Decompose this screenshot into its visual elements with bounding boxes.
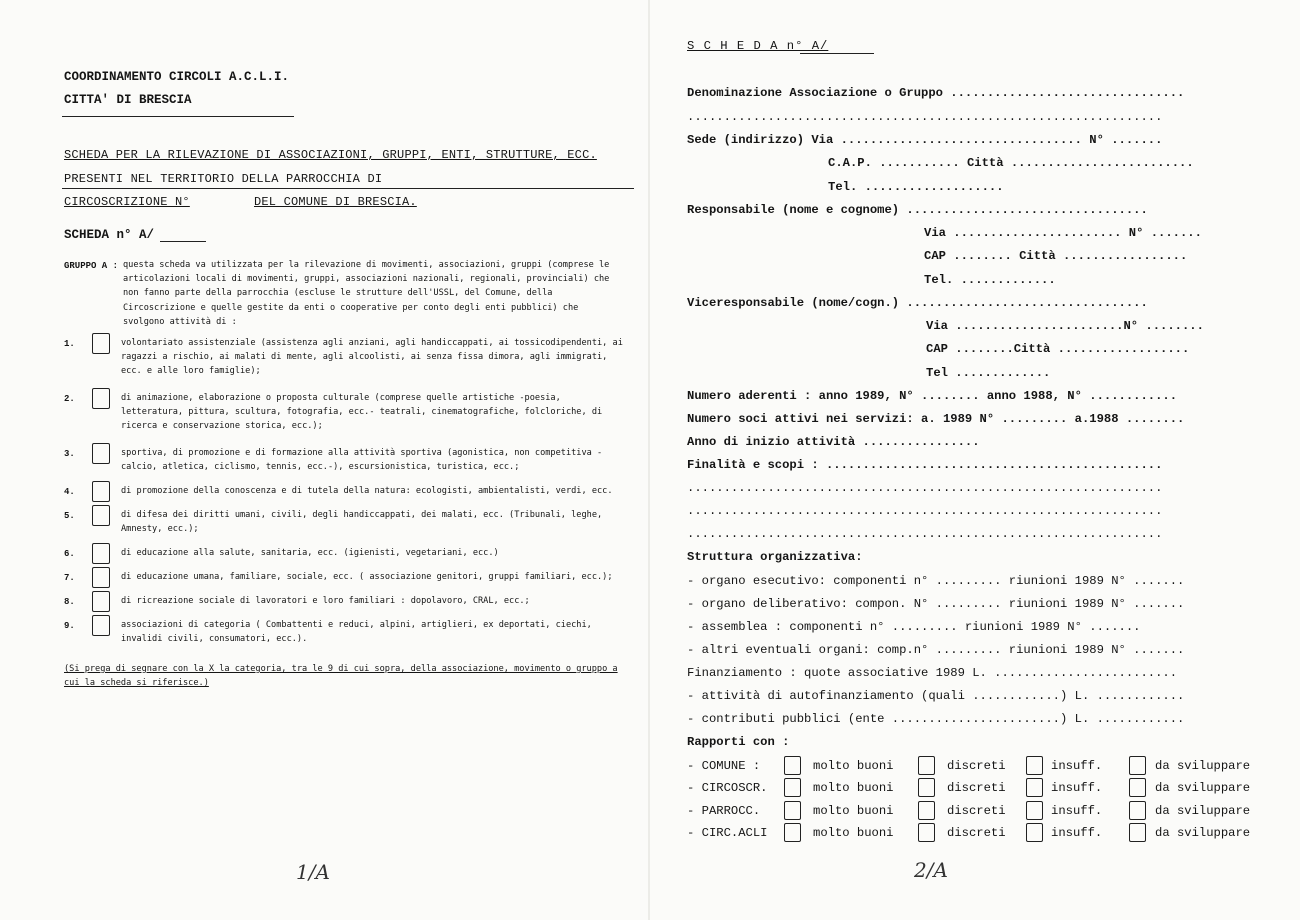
finanziamento-quote-field[interactable]: Finanziamento : quote associative 1989 L. ......................... <box>687 666 1178 680</box>
category-number: 4. <box>64 487 75 497</box>
sede-tel-field[interactable]: Tel. ................... <box>828 180 1004 194</box>
organo-deliberativo-field[interactable]: - organo deliberativo: compon. N° ......... riunioni 1989 N° ....... <box>687 597 1185 611</box>
rating-checkbox[interactable] <box>1026 801 1043 820</box>
numero-aderenti-field[interactable]: Numero aderenti : anno 1989, N° ........ anno 1988, N° ............ <box>687 389 1178 403</box>
rating-checkbox[interactable] <box>1026 778 1043 797</box>
rating-label: discreti <box>947 826 1006 840</box>
rating-label: da sviluppare <box>1155 781 1251 795</box>
gruppo-description: questa scheda va utilizzata per la rilevazione di movimenti, associazioni, gruppi (comprese le articolazioni locali di movimenti, gruppi, associazioni nazionali, regionali, provinciali) che non fanno parte della parrocchia (escluse le strutture dell'USSL, del Comune, della Circoscrizione e quelle gestite da enti o cooperative per conto degli enti pubblici) che svolgono attività di : <box>123 260 610 327</box>
category-text: di promozione della conoscenza e di tutela della natura: ecologisti, ambientalisti, verdi, ecc. <box>121 486 613 496</box>
autofinanziamento-field[interactable]: - attività di autofinanziamento (quali ............) L. ............ <box>687 689 1185 703</box>
category-checkbox[interactable] <box>92 481 110 502</box>
right-page <box>650 0 1300 920</box>
gruppo-label: GRUPPO A : <box>64 261 119 271</box>
divider <box>62 116 294 117</box>
anno-inizio-field[interactable]: Anno di inizio attività ................ <box>687 435 980 449</box>
category-checkbox[interactable] <box>92 388 110 409</box>
responsabile-field[interactable]: Responsabile (nome e cognome) ................................. <box>687 203 1148 217</box>
finalita-field[interactable]: Finalità e scopi : .............................................. <box>687 458 1163 472</box>
denominazione-field[interactable]: Denominazione Associazione o Gruppo ................................ <box>687 86 1185 100</box>
finalita-line-3[interactable]: ................................................................. <box>687 504 1163 518</box>
rating-checkbox[interactable] <box>918 801 935 820</box>
numero-soci-field[interactable]: Numero soci attivi nei servizi: a. 1989 N° ......... a.1988 ........ <box>687 412 1185 426</box>
rating-checkbox[interactable] <box>1129 778 1146 797</box>
rating-checkbox[interactable] <box>918 823 935 842</box>
category-text: associazioni di categoria ( Combattenti e reduci, alpini, artiglieri, ex deportati, ciechi, invalidi civili, consumatori, ecc.). <box>121 620 592 645</box>
rating-label: da sviluppare <box>1155 804 1251 818</box>
rating-checkbox[interactable] <box>918 756 935 775</box>
rating-label: molto buoni <box>813 804 894 818</box>
category-checkbox[interactable] <box>92 543 110 564</box>
rating-checkbox[interactable] <box>1129 823 1146 842</box>
category-number: 6. <box>64 549 75 559</box>
viceresponsabile-via-field[interactable]: Via .......................N° ........ <box>926 319 1204 333</box>
category-text: di educazione alla salute, sanitaria, ecc. (igienisti, vegetariani, ecc.) <box>121 548 499 558</box>
category-text: di difesa dei diritti umani, civili, degli handiccappati, dei malati, ecc. (Tribunali, leghe, Amnesty, ecc.); <box>121 510 603 535</box>
rating-checkbox[interactable] <box>784 778 801 797</box>
responsabile-via-field[interactable]: Via ....................... N° ....... <box>924 226 1202 240</box>
rating-label: discreti <box>947 781 1006 795</box>
form-title-line2: PRESENTI NEL TERRITORIO DELLA PARROCCHIA DI <box>64 172 383 186</box>
viceresponsabile-tel-field[interactable]: Tel ............. <box>926 366 1051 380</box>
rating-label: discreti <box>947 759 1006 773</box>
rating-label: insuff. <box>1051 759 1103 773</box>
org-city: CITTA' DI BRESCIA <box>64 93 192 107</box>
category-checkbox[interactable] <box>92 615 110 636</box>
contributi-pubblici-field[interactable]: - contributi pubblici (ente .......................) L. ............ <box>687 712 1185 726</box>
instruction-note: (Si prega di segnare con la X la categoria, tra le 9 di cui sopra, della associazione, movimento o gruppo a cui la scheda si riferisce.) <box>64 664 618 689</box>
rapporti-row-label: - CIRC.ACLI <box>687 826 768 840</box>
rating-label: insuff. <box>1051 804 1103 818</box>
viceresponsabile-cap-field[interactable]: CAP ........Città .................. <box>926 342 1190 356</box>
category-checkbox[interactable] <box>92 333 110 354</box>
rating-label: insuff. <box>1051 781 1103 795</box>
category-checkbox[interactable] <box>92 505 110 526</box>
page-number: 1/A <box>296 860 330 884</box>
rating-label: molto buoni <box>813 759 894 773</box>
struttura-heading: Struttura organizzativa: <box>687 550 863 564</box>
rapporti-row-label: - COMUNE : <box>687 759 761 773</box>
rating-checkbox[interactable] <box>1129 801 1146 820</box>
denominazione-continuation[interactable]: ................................................................. <box>687 110 1163 124</box>
sede-cap-field[interactable]: C.A.P. ........... Città ......................... <box>828 156 1194 170</box>
rating-label: molto buoni <box>813 781 894 795</box>
scheda-number: SCHEDA n° A/ <box>64 228 155 242</box>
rating-checkbox[interactable] <box>918 778 935 797</box>
assemblea-field[interactable]: - assemblea : componenti n° ......... riunioni 1989 N° ....... <box>687 620 1141 634</box>
category-number: 9. <box>64 621 75 631</box>
sede-field[interactable]: Sede (indirizzo) Via ................................. N° ....... <box>687 133 1163 147</box>
rating-label: da sviluppare <box>1155 759 1251 773</box>
rating-checkbox[interactable] <box>1129 756 1146 775</box>
rating-label: insuff. <box>1051 826 1103 840</box>
category-number: 5. <box>64 511 75 521</box>
rating-checkbox[interactable] <box>1026 756 1043 775</box>
category-number: 1. <box>64 339 75 349</box>
rating-checkbox[interactable] <box>784 756 801 775</box>
form-title-line1: SCHEDA PER LA RILEVAZIONE DI ASSOCIAZIONI, GRUPPI, ENTI, STRUTTURE, ECC. <box>64 148 597 162</box>
scheda-blank[interactable] <box>800 53 874 54</box>
category-number: 2. <box>64 394 75 404</box>
viceresponsabile-field[interactable]: Viceresponsabile (nome/cogn.) ................................. <box>687 296 1148 310</box>
rating-label: da sviluppare <box>1155 826 1251 840</box>
rating-checkbox[interactable] <box>1026 823 1043 842</box>
rapporti-row-label: - CIRCOSCR. <box>687 781 768 795</box>
organo-esecutivo-field[interactable]: - organo esecutivo: componenti n° ......... riunioni 1989 N° ....... <box>687 574 1185 588</box>
finalita-line-2[interactable]: ................................................................. <box>687 481 1163 495</box>
finalita-line-4[interactable]: ................................................................. <box>687 527 1163 541</box>
altri-organi-field[interactable]: - altri eventuali organi: comp.n° ......... riunioni 1989 N° ....... <box>687 643 1185 657</box>
page-number: 2/A <box>914 858 948 882</box>
category-number: 3. <box>64 449 75 459</box>
category-text: sportiva, di promozione e di formazione alla attività sportiva (agonistica, non competitiva - calcio, atletica, ciclismo, tennis, ecc.-), escursionistica, turistica, ecc.; <box>121 448 603 473</box>
rating-checkbox[interactable] <box>784 823 801 842</box>
category-checkbox[interactable] <box>92 443 110 464</box>
rapporti-heading: Rapporti con : <box>687 735 790 749</box>
title-underline <box>62 188 634 189</box>
category-text: volontariato assistenziale (assistenza agli anziani, agli handiccappati, ai tossicodipendenti, ai ragazzi a rischio, ai malati di mente, agli alcoolisti, ai senza fissa dimora, agli immigrati, ecc. e alle loro famiglie); <box>121 338 623 377</box>
category-text: di ricreazione sociale di lavoratori e loro familiari : dopolavoro, CRAL, ecc.; <box>121 596 530 606</box>
responsabile-tel-field[interactable]: Tel. ............. <box>924 273 1056 287</box>
category-text: di animazione, elaborazione o proposta culturale (comprese quelle artistiche -poesia, letteratura, pittura, scultura, fotografia, ecc.- teatrali, cinematografiche, folcloriche, di ricerca e conservazione storica, ecc.); <box>121 393 603 432</box>
category-checkbox[interactable] <box>92 591 110 612</box>
scheda-blank[interactable] <box>160 241 206 242</box>
form-title-line3b: DEL COMUNE DI BRESCIA. <box>254 195 417 209</box>
org-name: COORDINAMENTO CIRCOLI A.C.L.I. <box>64 70 290 84</box>
form-title-line3a: CIRCOSCRIZIONE N° <box>64 195 190 209</box>
rating-label: molto buoni <box>813 826 894 840</box>
category-number: 7. <box>64 573 75 583</box>
rapporti-row-label: - PARROCC. <box>687 804 761 818</box>
category-number: 8. <box>64 597 75 607</box>
scheda-number: S C H E D A n° A/ <box>687 39 829 53</box>
rating-checkbox[interactable] <box>784 801 801 820</box>
rating-label: discreti <box>947 804 1006 818</box>
category-checkbox[interactable] <box>92 567 110 588</box>
category-text: di educazione umana, familiare, sociale, ecc. ( associazione genitori, gruppi familiari, ecc.); <box>121 572 613 582</box>
responsabile-cap-field[interactable]: CAP ........ Città ................. <box>924 249 1188 263</box>
